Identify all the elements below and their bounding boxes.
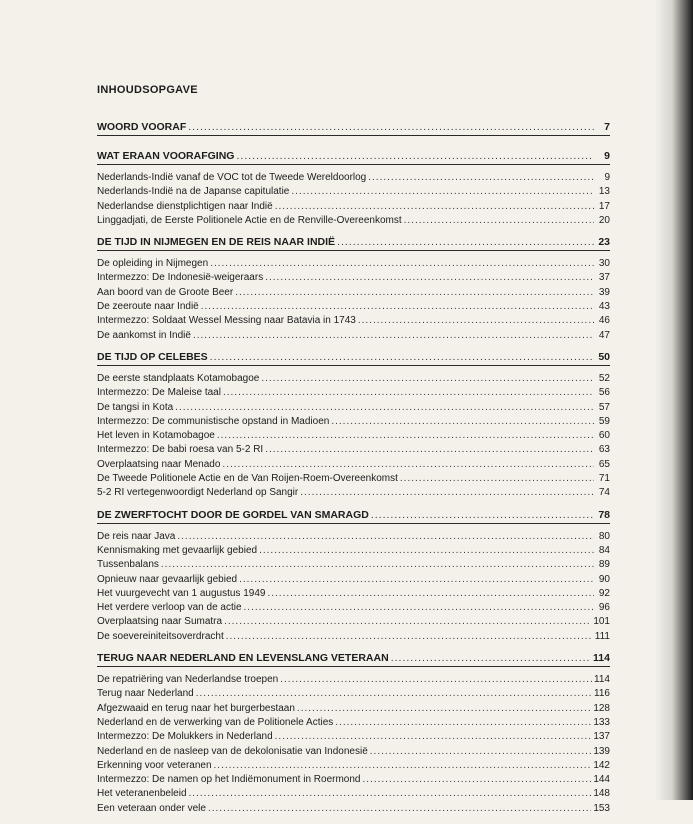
section-gap xyxy=(97,142,610,150)
entry-title: De zeeroute naar Indië xyxy=(97,301,199,313)
section-divider xyxy=(97,135,610,136)
entry-page-number: 71 xyxy=(598,473,610,485)
entry-title: Een veteraan onder vele xyxy=(97,802,206,814)
entry-title: Nederlands-Indië na de Japanse capitulatie xyxy=(97,186,290,198)
toc-entry xyxy=(97,716,610,730)
entry-page-number: 57 xyxy=(598,401,610,413)
toc-entry xyxy=(97,615,610,629)
entry-page-number: 133 xyxy=(593,716,610,728)
toc-entry xyxy=(97,745,610,759)
dot-leader xyxy=(371,509,594,521)
entry-title: Tussenbalans xyxy=(97,559,159,571)
entry-title: Overplaatsing naar Menado xyxy=(97,458,221,470)
entry-title: De Tweede Politionele Actie en de Van Roijen-Roem-Overeenkomst xyxy=(97,473,398,485)
entry-page-number: 90 xyxy=(598,573,610,585)
entry-page-number: 144 xyxy=(593,774,610,786)
toc-entry xyxy=(97,171,610,185)
dot-leader xyxy=(196,687,592,701)
section-page-number: 50 xyxy=(598,350,610,363)
toc-entry xyxy=(97,630,610,644)
entry-title: Linggadjati, de Eerste Politionele Actie en de Renville-Overeenkomst xyxy=(97,214,402,226)
dot-leader xyxy=(175,401,594,415)
dot-leader xyxy=(188,121,594,133)
section-title: TERUG NAAR NEDERLAND EN LEVENSLANG VETERAAN xyxy=(97,652,389,665)
dot-leader xyxy=(297,702,591,716)
entry-page-number: 37 xyxy=(598,272,610,284)
entry-title: Aan boord van de Groote Beer xyxy=(97,286,234,298)
section-gap xyxy=(97,228,610,236)
dot-leader xyxy=(368,171,594,185)
section-page-number: 9 xyxy=(604,150,610,162)
entry-title: Nederlandse dienstplichtigen naar Indië xyxy=(97,200,273,212)
section-page-number: 114 xyxy=(593,652,610,665)
entry-page-number: 89 xyxy=(598,559,610,571)
dot-leader xyxy=(210,257,594,271)
entry-page-number: 47 xyxy=(598,329,610,341)
toc-entry xyxy=(97,687,610,701)
dot-leader xyxy=(239,573,594,587)
toc-entry xyxy=(97,329,610,343)
entry-title: Opnieuw naar gevaarlijk gebied xyxy=(97,573,238,585)
toc-entry xyxy=(97,443,610,457)
dot-leader xyxy=(275,730,592,744)
dot-leader xyxy=(226,630,593,644)
dot-leader xyxy=(214,759,592,773)
entry-page-number: 20 xyxy=(598,214,610,226)
section-gap xyxy=(97,816,610,824)
toc-entry xyxy=(97,730,610,744)
entry-title: De reis naar Java xyxy=(97,530,176,542)
entry-page-number: 142 xyxy=(593,759,610,771)
entry-title: Intermezzo: De Indonesië-weigeraars xyxy=(97,272,264,284)
toc-entry xyxy=(97,300,610,314)
toc-entry xyxy=(97,257,610,271)
toc-entry xyxy=(97,587,610,601)
dot-leader xyxy=(400,472,594,486)
entry-page-number: 60 xyxy=(598,430,610,442)
dot-leader xyxy=(331,415,594,429)
dot-leader xyxy=(358,314,594,328)
entry-page-number: 92 xyxy=(598,587,610,599)
entry-title: Intermezzo: De babi roesa van 5-2 RI xyxy=(97,444,264,456)
section-page-number: 7 xyxy=(604,121,610,133)
dot-leader xyxy=(265,271,594,285)
toc-section xyxy=(97,121,610,150)
entry-page-number: 74 xyxy=(598,487,610,499)
entry-page-number: 84 xyxy=(598,544,610,556)
entry-page-number: 65 xyxy=(598,458,610,470)
dot-leader xyxy=(267,587,594,601)
entry-page-number: 80 xyxy=(598,530,610,542)
toc-entry xyxy=(97,472,610,486)
toc-entry xyxy=(97,601,610,615)
dot-leader xyxy=(244,601,594,615)
dot-leader xyxy=(210,351,594,363)
section-divider xyxy=(97,365,610,366)
toc-entry xyxy=(97,415,610,429)
entry-page-number: 39 xyxy=(598,286,610,298)
section-heading xyxy=(97,351,610,365)
dot-leader xyxy=(161,558,594,572)
entry-page-number: 13 xyxy=(598,186,610,198)
section-heading xyxy=(97,150,610,164)
dot-leader xyxy=(265,443,594,457)
entry-page-number: 17 xyxy=(598,200,610,212)
entry-page-number: 153 xyxy=(593,802,610,814)
entry-title: Intermezzo: De communistische opstand in Madioen xyxy=(97,415,330,427)
entry-page-number: 111 xyxy=(594,630,610,642)
dot-leader xyxy=(404,214,594,228)
entry-page-number: 128 xyxy=(593,702,610,714)
dot-leader xyxy=(335,716,591,730)
entry-page-number: 116 xyxy=(594,688,610,700)
section-divider xyxy=(97,164,610,165)
section-title: DE TIJD OP CELEBES xyxy=(97,350,208,363)
entry-page-number: 30 xyxy=(598,258,610,270)
entry-title: Intermezzo: De Molukkers in Nederland xyxy=(97,731,273,743)
toc-section xyxy=(97,652,610,824)
entry-title: Het veteranenbeleid xyxy=(97,788,187,800)
entry-page-number: 59 xyxy=(598,415,610,427)
dot-leader xyxy=(259,544,594,558)
section-gap xyxy=(97,644,610,652)
entry-title: Nederlands-Indië vanaf de VOC tot de Tweede Wereldoorlog xyxy=(97,172,367,183)
page-gutter-shadow xyxy=(655,0,693,800)
section-heading xyxy=(97,652,610,666)
toc-entry xyxy=(97,486,610,500)
entry-title: De repatriëring van Nederlandse troepen xyxy=(97,674,279,686)
toc-sections xyxy=(97,121,610,824)
toc-entry xyxy=(97,429,610,443)
dot-leader xyxy=(370,745,592,759)
toc-section xyxy=(97,236,610,351)
entry-title: De tangsi in Kota xyxy=(97,401,174,413)
entry-title: Terug naar Nederland xyxy=(97,688,194,700)
dot-leader xyxy=(224,615,591,629)
section-heading xyxy=(97,121,610,135)
entry-title: Intermezzo: De Maleise taal xyxy=(97,387,221,399)
toc-section xyxy=(97,150,610,236)
dot-leader xyxy=(223,386,594,400)
dot-leader xyxy=(222,458,594,472)
entry-page-number: 56 xyxy=(598,387,610,399)
toc-entry xyxy=(97,759,610,773)
toc-entry xyxy=(97,271,610,285)
entry-title: Nederland en de nasleep van de dekolonisatie van Indonesië xyxy=(97,745,368,757)
table-of-contents xyxy=(97,84,610,824)
toc-entry xyxy=(97,802,610,816)
dot-leader xyxy=(201,300,594,314)
toc-entry xyxy=(97,558,610,572)
section-divider xyxy=(97,523,610,524)
entry-page-number: 43 xyxy=(598,301,610,313)
entry-title: Erkenning voor veteranen xyxy=(97,759,212,771)
toc-title: INHOUDSOPGAVE xyxy=(97,84,198,96)
entry-page-number: 139 xyxy=(593,745,610,757)
section-title: DE ZWERFTOCHT DOOR DE GORDEL VAN SMARAGD xyxy=(97,508,369,521)
section-title: WOORD VOORAF xyxy=(97,121,187,133)
dot-leader xyxy=(193,329,594,343)
section-heading xyxy=(97,236,610,250)
entry-title: De eerste standplaats Kotamobagoe xyxy=(97,372,260,384)
toc-entry xyxy=(97,401,610,415)
dot-leader xyxy=(217,429,594,443)
toc-entry xyxy=(97,673,610,687)
section-title: WAT ERAAN VOORAFGING xyxy=(97,150,235,162)
toc-entry xyxy=(97,200,610,214)
entry-title: Nederland en de verwerking van de Politionele Acties xyxy=(97,716,334,728)
entry-title: Intermezzo: De namen op het Indiëmonument in Roermond xyxy=(97,774,361,786)
dot-leader xyxy=(208,802,591,816)
entry-page-number: 96 xyxy=(598,602,610,614)
entry-title: De soevereiniteitsoverdracht xyxy=(97,630,224,642)
entry-page-number: 52 xyxy=(598,372,610,384)
entry-page-number: 63 xyxy=(598,444,610,456)
toc-entry xyxy=(97,286,610,300)
dot-leader xyxy=(177,530,594,544)
entry-page-number: 114 xyxy=(594,674,610,686)
dot-leader xyxy=(391,652,591,664)
entry-title: Kennismaking met gevaarlijk gebied xyxy=(97,544,258,556)
toc-entry xyxy=(97,530,610,544)
dot-leader xyxy=(362,773,591,787)
entry-title: De aankomst in Indië xyxy=(97,329,191,341)
dot-leader xyxy=(291,185,594,199)
toc-entry xyxy=(97,314,610,328)
section-heading xyxy=(97,509,610,523)
toc-entry xyxy=(97,185,610,199)
entry-title: Intermezzo: Soldaat Wessel Messing naar Batavia in 1743 xyxy=(97,315,356,327)
toc-entry xyxy=(97,544,610,558)
section-gap xyxy=(97,343,610,351)
toc-entry xyxy=(97,458,610,472)
dot-leader xyxy=(280,673,592,687)
section-gap xyxy=(97,501,610,509)
section-page-number: 23 xyxy=(598,236,610,249)
toc-entry xyxy=(97,702,610,716)
toc-entry xyxy=(97,773,610,787)
entry-title: Het vuurgevecht van 1 augustus 1949 xyxy=(97,587,266,599)
entry-page-number: 148 xyxy=(593,788,610,800)
entry-title: 5-2 RI vertegenwoordigt Nederland op Sangir xyxy=(97,487,299,499)
entry-page-number: 9 xyxy=(604,172,610,183)
toc-entry xyxy=(97,573,610,587)
dot-leader xyxy=(236,150,594,162)
section-page-number: 78 xyxy=(598,508,610,521)
dot-leader xyxy=(235,286,594,300)
toc-entry xyxy=(97,214,610,228)
entry-title: Het leven in Kotamobagoe xyxy=(97,430,215,442)
toc-section xyxy=(97,509,610,652)
toc-entry xyxy=(97,372,610,386)
dot-leader xyxy=(300,486,594,500)
dot-leader xyxy=(261,372,594,386)
dot-leader xyxy=(337,236,594,248)
dot-leader xyxy=(275,200,594,214)
toc-section xyxy=(97,351,610,509)
entry-page-number: 101 xyxy=(593,616,610,628)
entry-title: Het verdere verloop van de actie xyxy=(97,602,242,614)
section-divider xyxy=(97,250,610,251)
section-divider xyxy=(97,666,610,667)
entry-page-number: 46 xyxy=(598,315,610,327)
entry-title: Overplaatsing naar Sumatra xyxy=(97,616,223,628)
entry-title: De opleiding in Nijmegen xyxy=(97,258,209,270)
section-title: DE TIJD IN NIJMEGEN EN DE REIS NAAR INDIË xyxy=(97,236,336,249)
toc-entry xyxy=(97,386,610,400)
entry-title: Afgezwaaid en terug naar het burgerbestaan xyxy=(97,702,295,714)
entry-page-number: 137 xyxy=(593,731,610,743)
